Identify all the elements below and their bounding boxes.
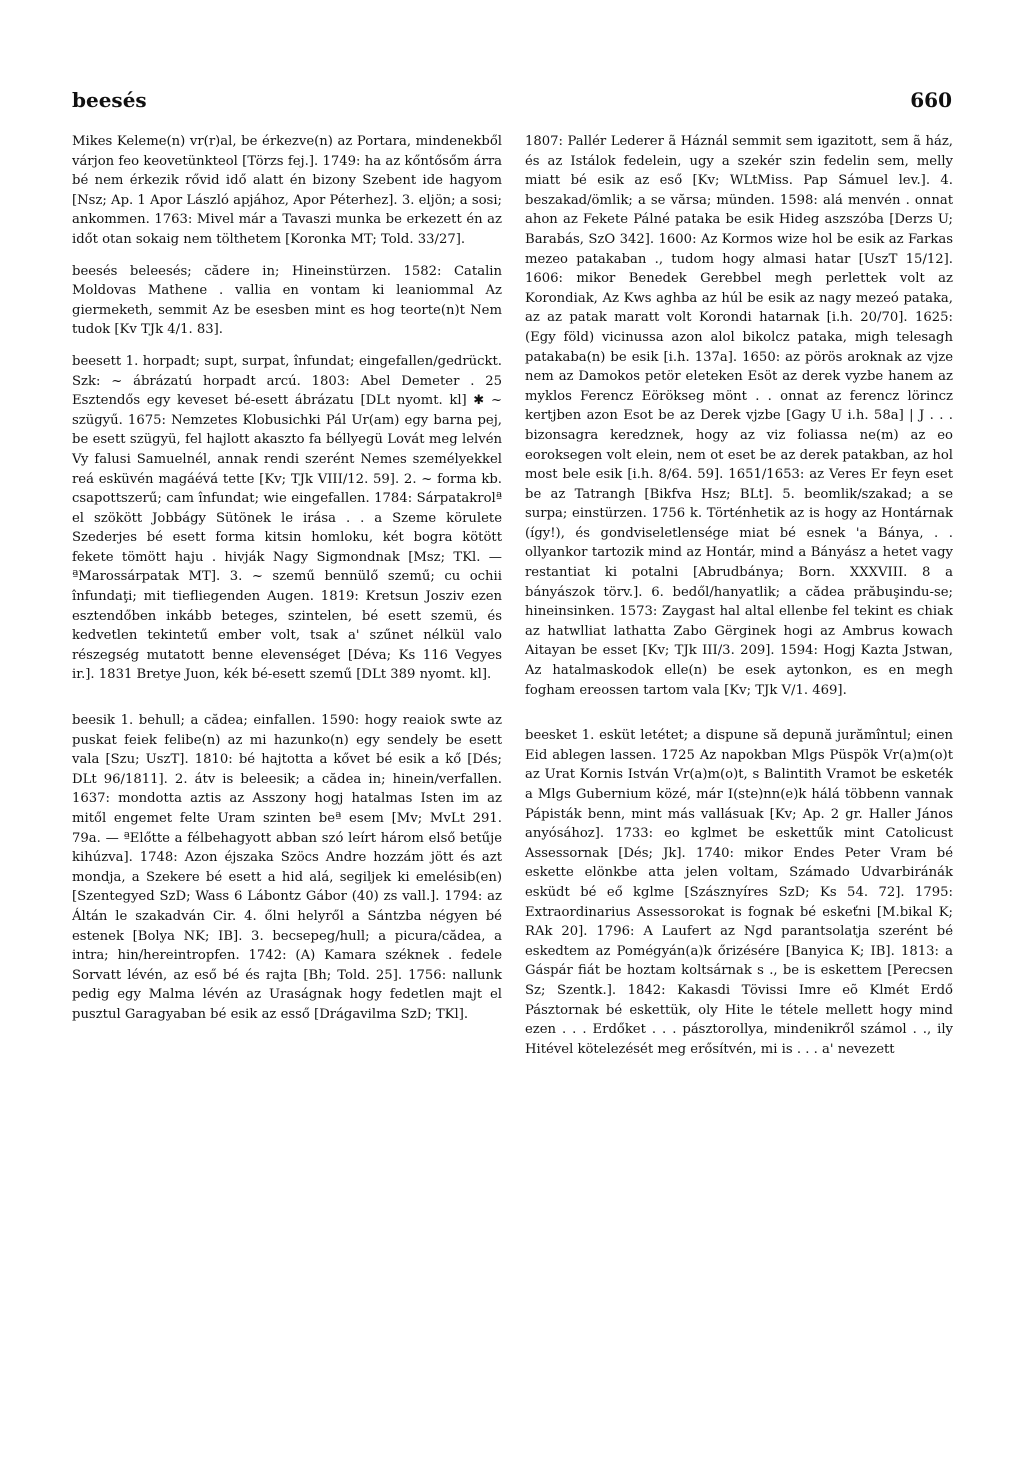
entry-text: Mikes Keleme(n) vr(r)al, be érkezve(n) az Portara, mindenekből várjon feo keovetünkteol [Törzs fej.]. 1749: ha az kőntősőm árra bé nem érkezik rővid idő alatt én bizony Szebent ide hagyom [Nsz; Ap. 1 Apor László apjához, Apor Péterhez]. 3. eljön; a sosi; ankommen. 1763: Mivel már a Tavaszi munka be erkezett én az időt otan sokaig nem tölthetem [Koronka MT; Told. 33/27].	[72, 134, 502, 247]
entry-text: beesket 1. esküt letétet; a dispune să depună jurămîntul; einen Eid ablegen lassen. 1725 Az napokban Mlgs Püspök Vr(a)m(o)t az Urat Kornis István Vr(a)m(o)t, s Balintith Vramot be esketék a Mlgs Gubernium közé, már I(ste)nn(e)k hálá többenn vannak Pápisták benn, mint más vallásuak [Kv; Ap. 2 gr. Haller János anyósához]. 1733: eo kglmet be eskettűk mint Catolicust Assessornak [Dés; Jk]. 1740: mikor Endes Peter Vram bé eskette elönkbe atta jelen voltam, Számado Udvarbiránák esküdt bé eő kglme [Szásznyíres SzD; Ks 54. 72]. 1795: Extraordinarius Assessorokat is fognak bé eskeťni [M.bikal K; RAk 20]. 1796: A Laufert az Ngd parantsolatja szerént bé eskedtem az Pomégyán(a)k őrizésére [Banyica K; IB]. 1813: a Gáspár fiát be hoztam koltsárnak s ., be is eskettem [Perecsen Sz; Szentk.]. 1842: Kakasdi Tövissi Imre eõ Klmét Erdő Pásztornak bé eskettük, oly Hite le tétele mellett hogy mind ezen . . . Erdőket . . . pásztorollya, mindenikről számol . ., ily Hitével kötelezését meg erősítvén, mi is . . . a' nevezett	[525, 728, 953, 1057]
dictionary-entry-beesket	[525, 726, 953, 1059]
entry-text: beesés beleesés; cădere in; Hineinstürzen. 1582: Catalin Moldovas Mathene . vallia en vontam ki leaniommal Az giermeketh, semmit Az be esesben mint es hog teorte(n)t Nem tudok [Kv TJk 4/1. 83].	[72, 263, 502, 338]
left-column	[72, 132, 502, 1025]
entry-text: beesik 1. behull; a cădea; einfallen. 1590: hogy reaiok swte az puskat feiek felibe(n) az mi hazunko(n) egy sendely be esett vala [Szu; UszT]. 1810: bé hajtotta a kővet bé esik a kő [Dés; DLt 96/1811]. 2. átv is beleesik; a cădea in; hinein/verfallen. 1637: mondotta aztis az Asszony hogj hatalmas Isten im az mitől engemet felte Uram szinten beª esem [Mv; MvLt 291. 79a. — ªElőtte a félbehagyott abban szó leírt három első betűje kihúzva]. 1748: Azon éjszaka Szöcs Andre hozzám jött és azt mondja, a Szekere bé esett a hid alá, segiljek ki emelésib(en) [Szentegyed SzD; Wass 6 Lábontz Gábor (40) zs vall.]. 1794: az Áltán le szakadván Cir. 4. őlni helyről a Sántzba négyen bé estenek [Bolya NK; IB]. 3. becsepeg/hull; a picura/cădea, a intra; hin/hereintropfen. 1742: (A) Kamara széknek . fedele Sorvatt lévén, az eső bé és rajta [Bh; Told. 25]. 1756: nallunk pedig egy Malma lévén az Uraságnak hogy fedetlen majt el pusztul Garagyaban bé esik az esső [Drágavilma SzD; TKl].	[72, 713, 502, 1022]
entry-text: beesett 1. horpadt; supt, surpat, înfundat; eingefallen/gedrückt. Szk: ~ ábrázatú horpadt arcú. 1803: Abel Demeter . 25 Esztendős egy keveset bé-esett ábrázatu [DLt nyomt. kl] ✱ ~ szügyű. 1675: Nemzetes Klobusichki Pál Ur(am) egy barna pej, be esett szügyü, fel hajlott akaszto fa béllyegü Lovát meg lelvén Vy falusi Samuelnél, annak rendi szerént Nemes személyekkel reá esküvén magáévá tette [Kv; TJk VIII/12. 59]. 2. ~ forma kb. csapottszerű; cam înfundat; wie eingefallen. 1784: Sárpatakrolª el szökött Jobbágy Sütönek le irása . . a Szeme körulete Szederjes bé esett forma kitsin homloku, két bogra kötött fekete tömött haju . hivják Nagy Sigmondnak [Msz; TKl. — ªMarossárpatak MT]. 3. ~ szemű bennülő szemű; cu ochii înfundaţi; mit tiefliegenden Augen. 1819: Kretsun Josziv ezen esztendőben inkább beteges, szintelen, bé esett szemü, és kedvetlen tekintetű ember volt, tsak a' szűnet nélkül valo részegség mutatott benne elevenséget [Déva; Ks 116 Vegyes ir.]. 1831 Bretye Juon, kék bé-esett szemű [DLt 389 nyomt. kl].	[72, 353, 502, 683]
dictionary-entry-beeses	[72, 262, 502, 340]
entry-text: 1807: Pallér Lederer ã Háznál semmit sem igazitott, sem ã ház, és az Istálok fedelein, ugy a szekér szin fedelin sem, melly miatt bé esik az eső [Kv; WLtMiss. Pap Sámuel lev.]. 4. beszakad/ömlik; a se vărsa; münden. 1598: alá menvén . onnat ahon az Fekete Pálné pataka be esik Hideg aszszóba [Derzs U; Barabás, SzO 342]. 1600: Az Kormos wize hol be esik az Farkas mezeo patakaban ., tudom hogy almasi hatar [UszT 15/12]. 1606: mikor Benedek Gerebbel megh perlettek volt az Korondiak, Az Kws aghba az húl be esik az nagy mezeó pataka, az az patak maratt volt Korondi hatarnak [i.h. 20/70]. 1625: (Egy föld) vicinussa azon alol bikolcz pataka, migh telesagh patakaba(n) be esik [i.h. 137a]. 1650: az pörös aroknak az vjze nem az Damokos petör eleteken Esöt az derek vyzbe hanem az myklos Ferencz Eörökseg mönt . . onnat az ferencz lörincz kertjben azon Esot be az Derek vjzbe [Gagy U i.h. 58a] | J . . . bizonsagra keredznek, hogy az viz foliassa ne(m) az eo eoroksegen volt elein, nem ot eset be az derek patakban, az hol most bele esik [i.h. 8/64. 59]. 1651/1653: az Veres Er feyn eset be az Tatrangh [Bikfva Hsz; BLt]. 5. beomlik/szakad; a se surpa; einstürzen. 1756 k. Történhetik az is hogy az Hontárnak (így!), és gondviseletlensége miat bé esnek 'a Bánya, . . ollyankor tartozik mind az Hontár, mind a Bányász a hetet vagy restantiat ki potalni [Abrudbánya; Born. XXXVIII. 8 a bányászok törv.]. 6. bedől/hanyatlik; a cădea prăbuşindu-se; hineinsinken. 1573: Zaygast hal altal ellenbe fel tekint es chiak az hatwlliat lathatta Zabo Gërginek hogi az Ambrus kowach Aitayan be esset [Kv; TJk III/3. 209]. 1594: Hogj Kazta Jstwan, Az hatalmaskodok elle(n) be esek aytonkon, es en megh fogham ereossen tartom vala [Kv; TJk V/1. 469].	[525, 134, 953, 698]
dictionary-entry-beesett	[72, 352, 502, 685]
page-number: 660	[910, 88, 952, 112]
running-head	[72, 88, 952, 118]
dictionary-entry-beesik-continuation	[525, 132, 953, 700]
right-column	[525, 132, 953, 1059]
dictionary-entry-continuation	[72, 132, 502, 250]
running-head-word: beesés	[72, 88, 147, 112]
dictionary-entry-beesik	[72, 711, 502, 1025]
